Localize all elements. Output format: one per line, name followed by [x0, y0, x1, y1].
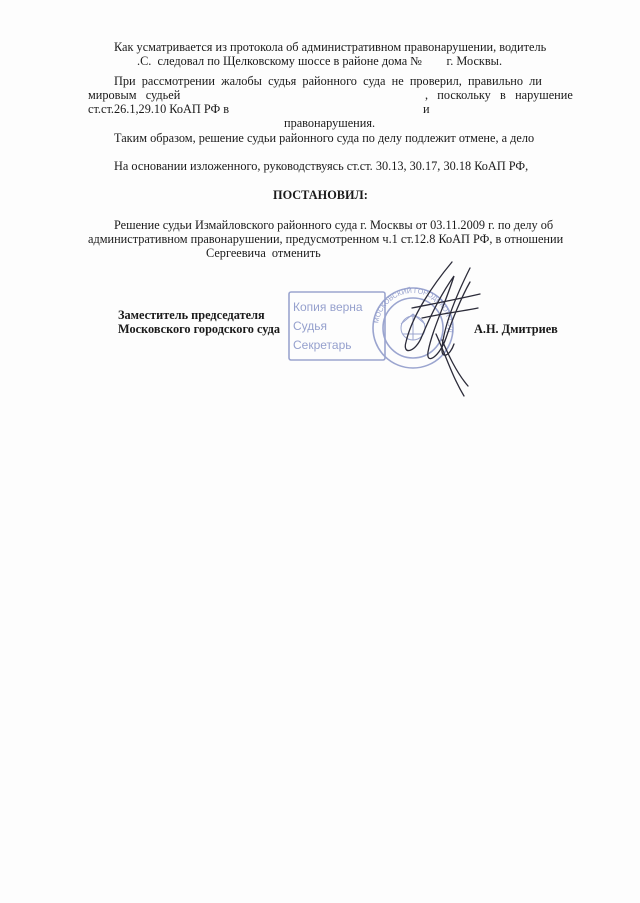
stamp-ring-text: МОСКОВСКИЙ ГОРОДСКОЙ СУД: [373, 287, 454, 333]
paragraph-5-line-1: Решение судьи Измайловского районного суда г. Москвы от 03.11.2009 г. по делу об: [114, 218, 554, 232]
paragraph-1-line-2: .С. следовал по Щелковскому шоссе в районе дома № г. Москвы.: [137, 54, 503, 68]
paragraph-1-line-1: [114, 40, 592, 54]
handwritten-signature: [392, 256, 492, 404]
paragraph-3-line-1: Таким образом, решение судьи районного суда по делу подлежит отмене, а дело: [114, 131, 535, 145]
paragraph-2-line-1: При рассмотрении жалобы судья районного суда не проверил, правильно ли: [114, 74, 542, 88]
decision-heading: ПОСТАНОВИЛ:: [273, 188, 368, 202]
paragraph-2-line-2b: , поскольку в нарушение: [425, 88, 573, 102]
stamp-line-1: Копия верна: [293, 300, 363, 314]
paragraph-4-line-1: На основании изложенного, руководствуясь ст.ст. 30.13, 30.17, 30.18 КоАП РФ,: [114, 159, 529, 173]
paragraph-2-line-4: правонарушения.: [284, 116, 376, 130]
signatory-name: А.Н. Дмитриев: [474, 322, 558, 336]
text-line: Как усматривается из протокола об административном правонарушении, водитель: [114, 40, 547, 54]
paragraph-2-line-3b: и: [423, 102, 430, 116]
paragraph-5-line-3: Сергеевича отменить: [206, 246, 321, 260]
stamp-line-3: Секретарь: [293, 338, 352, 352]
paragraph-5-line-2: административном правонарушении, предусмотренном ч.1 ст.12.8 КоАП РФ, в отношении: [88, 232, 564, 246]
stamp-line-2: Судья: [293, 319, 328, 333]
paragraph-2-line-3a: ст.ст.26.1,29.10 КоАП РФ в: [88, 102, 230, 116]
paragraph-2-line-2a: мировым судьей: [88, 88, 181, 102]
signatory-title-line-2: Московского городского суда: [118, 322, 280, 336]
signatory-title-line-1: Заместитель председателя: [118, 308, 265, 322]
